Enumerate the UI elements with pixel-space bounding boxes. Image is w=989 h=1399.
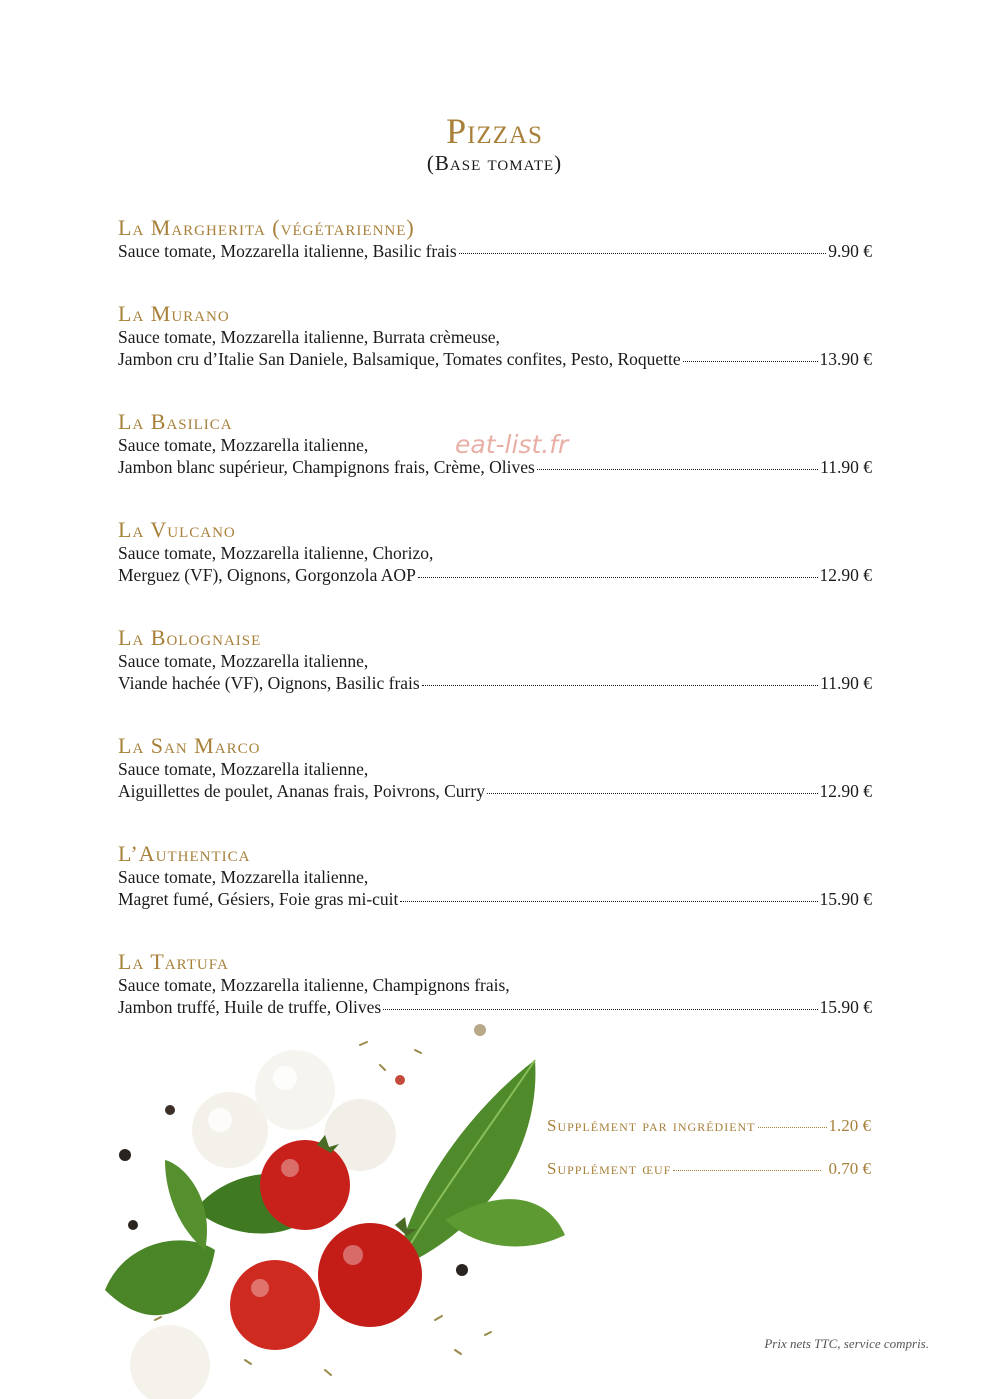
- item-description: Jambon blanc supérieur, Champignons frais, Crème, Olives: [118, 457, 535, 477]
- supplement-label: Supplément par ingrédient: [547, 1116, 756, 1135]
- item-price: 11.90 €: [820, 673, 872, 693]
- item-line: [118, 758, 872, 780]
- item-name: La Tartufa: [118, 949, 229, 974]
- basil-leaf-icon: [105, 1240, 215, 1315]
- dot-leader: [758, 1123, 827, 1128]
- item-price: 13.90 €: [819, 349, 872, 369]
- basil-leaf-icon: [165, 1160, 207, 1250]
- item-line: [118, 888, 872, 910]
- menu-item: [118, 302, 872, 370]
- caprese-illustration: [95, 1020, 575, 1399]
- dot-leader: [487, 789, 818, 794]
- item-price: 12.90 €: [819, 565, 872, 585]
- item-line: [118, 564, 872, 586]
- item-price: 15.90 €: [819, 889, 872, 909]
- menu-title: Pizzas: [446, 111, 543, 151]
- item-description: Jambon cru d’Italie San Daniele, Balsamique, Tomates confites, Pesto, Roquette: [118, 349, 681, 369]
- item-description: Sauce tomate, Mozzarella italienne, Champignons frais,: [118, 975, 510, 995]
- dot-leader: [422, 681, 818, 686]
- dot-leader: [673, 1166, 820, 1171]
- menu-item: [118, 518, 872, 586]
- watermark: eat-list.fr: [455, 430, 569, 459]
- item-name: La Murano: [118, 301, 230, 326]
- supplement-egg: [547, 1159, 871, 1179]
- item-description: Sauce tomate, Mozzarella italienne,: [118, 759, 369, 779]
- item-price: 9.90 €: [828, 241, 872, 261]
- item-description: Jambon truffé, Huile de truffe, Olives: [118, 997, 382, 1017]
- menu-item: [118, 734, 872, 802]
- item-price: 15.90 €: [819, 997, 872, 1017]
- menu-subtitle: (Base tomate): [426, 151, 563, 175]
- item-line: [118, 348, 872, 370]
- footnote: Prix nets TTC, service compris.: [764, 1336, 929, 1351]
- item-description: Sauce tomate, Mozzarella italienne, Burrata crèmeuse,: [118, 327, 500, 347]
- dot-leader: [400, 897, 817, 902]
- item-line: [118, 456, 872, 478]
- item-description: Sauce tomate, Mozzarella italienne, Chorizo,: [118, 543, 434, 563]
- item-name: La Basilica: [118, 409, 233, 434]
- item-name: La Bolognaise: [118, 625, 262, 650]
- item-line: [118, 240, 872, 262]
- mozzarella-icon: [192, 1092, 268, 1168]
- item-description: Sauce tomate, Mozzarella italienne,: [118, 435, 369, 455]
- item-price: 11.90 €: [820, 457, 872, 477]
- item-price: 12.90 €: [819, 781, 872, 801]
- item-description: Viande hachée (VF), Oignons, Basilic frais: [118, 673, 420, 693]
- item-name: La Vulcano: [118, 517, 236, 542]
- item-description: Aiguillettes de poulet, Ananas frais, Poivrons, Curry: [118, 781, 485, 801]
- tomato-icon: [260, 1140, 350, 1230]
- supplement-price: 0.70 €: [828, 1159, 871, 1178]
- item-line: [118, 866, 872, 888]
- item-name: La San Marco: [118, 733, 261, 758]
- supplement-ingredient: [547, 1116, 871, 1136]
- item-line: [118, 542, 872, 564]
- item-description: Magret fumé, Gésiers, Foie gras mi-cuit: [118, 889, 399, 909]
- dot-leader: [459, 249, 827, 254]
- item-description: Merguez (VF), Oignons, Gorgonzola AOP: [118, 565, 416, 585]
- item-line: [118, 650, 872, 672]
- item-name: L’Authentica: [118, 841, 251, 866]
- dot-leader: [537, 465, 818, 470]
- supplement-label: Supplément œuf: [547, 1159, 672, 1178]
- mozzarella-icon: [130, 1325, 210, 1399]
- item-description: Sauce tomate, Mozzarella italienne,: [118, 651, 369, 671]
- menu-item: [118, 950, 872, 1018]
- item-line: [118, 974, 872, 996]
- item-description: Sauce tomate, Mozzarella italienne, Basilic frais: [118, 241, 457, 261]
- dot-leader: [418, 573, 818, 578]
- dot-leader: [383, 1005, 817, 1010]
- item-line: [118, 780, 872, 802]
- menu-item: [118, 216, 872, 262]
- tomato-icon: [230, 1260, 320, 1350]
- item-line: [118, 672, 872, 694]
- item-description: Sauce tomate, Mozzarella italienne,: [118, 867, 369, 887]
- item-line: [118, 326, 872, 348]
- supplement-price: 1.20 €: [828, 1116, 871, 1135]
- item-line: [118, 996, 872, 1018]
- item-name: La Margherita (végétarienne): [118, 215, 415, 240]
- menu-item: [118, 626, 872, 694]
- tomato-icon: [318, 1223, 422, 1327]
- dot-leader: [683, 357, 818, 362]
- menu-item: [118, 842, 872, 910]
- mozzarella-icon: [255, 1050, 335, 1130]
